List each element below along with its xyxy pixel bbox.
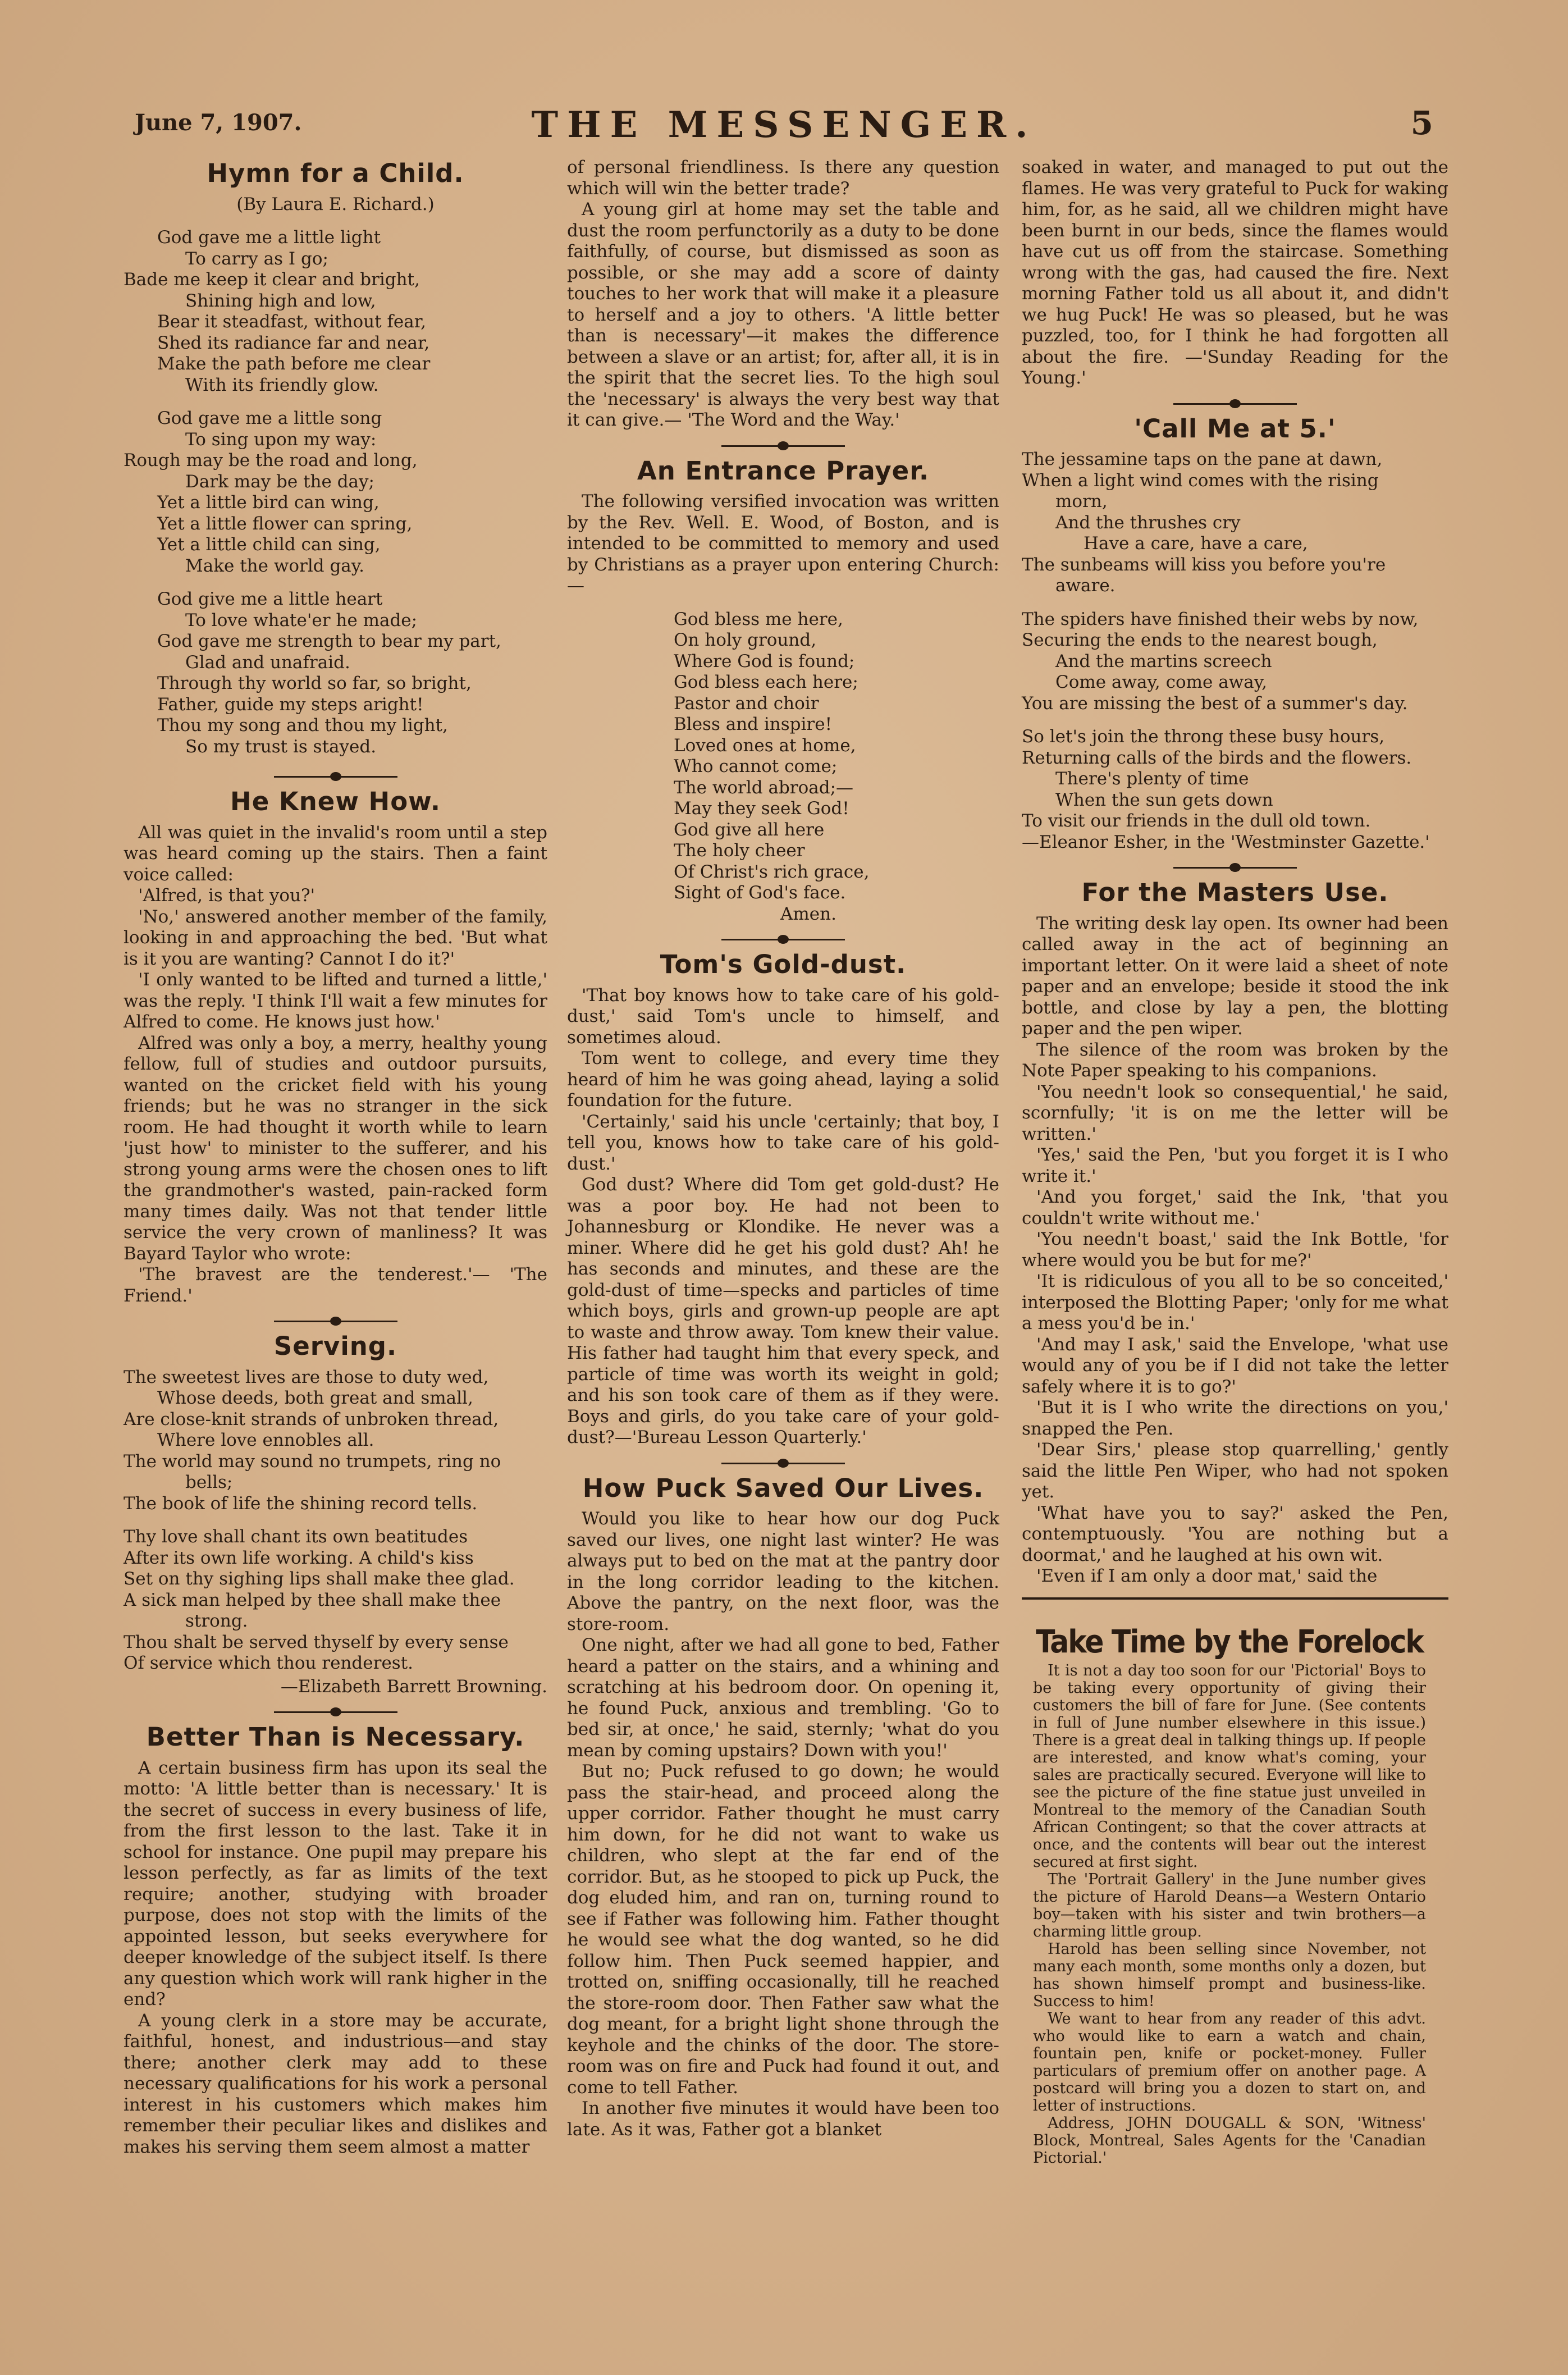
section-divider [274, 770, 397, 783]
verse-line: Thou shalt be served thyself by every sense [124, 1632, 509, 1652]
paragraph: soaked in water, and managed to put out the flames. He was very grateful to Puck for waking him, for, as he said, all we children might have been burnt in our beds, since the flames would have cut us off from the staircase. Something wrong with the gas, had caused the fire. Next morning Father told us all about it, and didn't we hug Puck! He was so pleased, but he was puzzled, too, for I think he had forgotten all about the fire. —'Sunday Reading for the Young.' [1022, 157, 1448, 388]
paragraph: of personal friendliness. Is there any question which will win the better trade? [567, 157, 999, 199]
verse-line: On holy ground, [674, 630, 817, 650]
paragraph: 'Dear Sirs,' please stop quarrelling,' gently said the little Pen Wiper, who had not spoken yet. [1022, 1440, 1448, 1502]
article-title: Tom's Gold-dust. [660, 949, 907, 979]
paragraph: 'And may I ask,' said the Envelope, 'what use would any of you be if I did not take the letter safely where it is to go?' [1022, 1334, 1448, 1397]
stanza [124, 589, 547, 757]
paragraph: God dust? Where did Tom get gold-dust? He was a poor boy. He had not been to Johannesburg or Klondike. He never was a miner. Where did he get his gold dust? Ah! he has seconds and minutes, and these are the gold-dust of time—specks and particles of time which boys, girls and grown-up people are apt to waste and throw away. Tom knew their value. His father had taught him that every speck, and particle of time was worth its weight in gold; and his son took care of them as if they were. Boys and girls, do you take care of your gold-dust?—'Bureau Lesson Quarterly.' [567, 1175, 999, 1447]
verse-line: So let's join the throng these busy hours, [1022, 727, 1385, 747]
verse-line: God bless each here; [674, 672, 858, 692]
paragraph: The writing desk lay open. Its owner had been called away in the act of beginning an important letter. On it were laid a sheet of note paper and an envelope; beside it stood the ink bottle, and close by lay a pen, the blotting paper and the pen wiper. [1022, 913, 1448, 1039]
verse-line: Of Christ's rich grace, [674, 861, 870, 882]
attribution: —Eleanor Esher, in the 'Westminster Gazette.' [1022, 832, 1430, 852]
verse-line: Are close-knit strands of unbroken thread, [124, 1409, 499, 1429]
verse-line: Through thy world so far, so bright, [157, 673, 472, 693]
ad-address: Address, JOHN DOUGALL & SON, 'Witness' Block, Montreal, Sales Agents for the 'Canadian Pictorial.' [1033, 2114, 1426, 2167]
section-divider [721, 933, 845, 946]
verse-line: And the martins screech [1055, 651, 1272, 672]
verse-line: God gave me a little light [157, 227, 381, 248]
ad-paragraph: It is not a day too soon for our 'Pictorial' Boys to be taking every opportunity of giving their customers the bill of fare for June. (See contents in full of June number elsewhere in this issue.) There is a great deal in talking things up. If people are interested, and know what's coming, your sales are practically secured. Everyone will like to see the picture of the fine statue just unveiled in Montreal to the memory of the Canadian South African Contingent; so that the cover attracts at once, and the contents will bear out the interest secured at first sight. [1033, 1661, 1426, 1871]
article-title: Better Than is Necessary. [146, 1722, 525, 1752]
verse-line: God give me a little heart [157, 589, 383, 609]
paragraph: All was quiet in the invalid's room until a step was heard coming up the stairs. Then a faint voice called: [124, 822, 547, 885]
verse-line: Rough may be the road and long, [124, 450, 418, 471]
article-serving [124, 1331, 547, 1697]
verse-line: The book of life the shining record tells. [124, 1493, 478, 1514]
verse-line: Shining high and low, [185, 290, 376, 311]
verse-line: To love whate'er he made; [185, 610, 418, 631]
article-title: Serving. [273, 1331, 397, 1361]
amen-line: Amen. [780, 903, 836, 924]
paragraph: 'Alfred, is that you?' [138, 885, 316, 906]
paragraph: 'Certainly,' said his uncle 'certainly; that boy, I tell you, knows how to take care of his gold-dust.' [567, 1111, 999, 1174]
paragraph: 'I only wanted to be lifted and turned a little,' was the reply. 'I think I'll wait a few minutes for Alfred to come. He knows just how.' [124, 970, 547, 1032]
paragraph: One night, after we had all gone to bed, Father heard a patter on the stairs, and a whining and scratching at his bedroom door. On opening it, he found Puck, anxious and trembling. 'Go to bed sir, at once,' he said, sternly; 'what do you mean by coming upstairs? Down with you!' [567, 1635, 999, 1761]
section-divider [1173, 861, 1297, 874]
verse-line: Where love ennobles all. [157, 1430, 374, 1450]
section-divider [721, 439, 845, 453]
paragraph: A young girl at home may set the table and dust the room perfunctorily as a duty to be done faithfully, of course, but dismissed as soon as possible, or she may add a score of dainty touches to her work that will make it a pleasure to herself and a joy to others. 'A little better than is necessary'—it makes the difference between a slave or an artist; for, after all, it is in the spirit that the secret lies. To the high soul the 'necessary' is always the very best way that it can give.— 'The Word and the Way.' [567, 199, 999, 430]
verse-line: Father, guide my steps aright! [157, 694, 424, 715]
verse-line: God give all here [674, 819, 825, 840]
verse-line: Have a care, have a care, [1084, 533, 1308, 554]
verse-line: Make the world gay. [185, 555, 365, 576]
verse-line: aware. [1055, 576, 1116, 596]
attribution: —Elizabeth Barrett Browning. [280, 1676, 547, 1697]
verse-line: When a light wind comes with the rising [1022, 470, 1379, 491]
article-title: 'Call Me at 5.' [1134, 413, 1336, 444]
article-entrance-prayer [567, 455, 999, 925]
verse-line: Make the path before me clear [157, 354, 431, 374]
verse-line: There's plenty of time [1055, 769, 1249, 789]
verse-line: Yet a little child can sing, [157, 535, 381, 555]
verse-line: strong. [185, 1611, 248, 1631]
paragraph: 'And you forget,' said the Ink, 'that you couldn't write without me.' [1022, 1187, 1448, 1228]
verse-line: The world may sound no trumpets, ring no [124, 1451, 501, 1472]
verse-line: The holy cheer [674, 841, 805, 861]
section-divider [721, 1456, 845, 1470]
stanza [124, 227, 547, 396]
article-title: An Entrance Prayer. [637, 455, 930, 486]
verse-line: To carry as I go; [185, 248, 328, 269]
ad-paragraph: Harold has been selling since November, not many each month, some months only a dozen, but has shown himself prompt and business-like. Success to him! [1033, 1940, 1426, 2010]
paragraph: 'But it is I who write the directions on you,' snapped the Pen. [1022, 1397, 1448, 1439]
verse-line: God gave me strength to bear my part, [157, 631, 501, 651]
stanza [124, 408, 547, 577]
verse-line: To sing upon my way: [185, 429, 377, 450]
verse-line: The sweetest lives are those to duty wed, [124, 1367, 489, 1387]
column-1 [124, 157, 547, 2158]
paragraph: 'What have you to say?' asked the Pen, contemptuously. 'You are nothing but a doormat,' and he laughed at his own wit. [1022, 1502, 1448, 1565]
verse-line: After its own life working. A child's kiss [124, 1547, 474, 1568]
verse-line: Come away, come away, [1055, 672, 1267, 692]
verse-line: Set on thy sighing lips shall make thee glad. [124, 1569, 515, 1589]
paragraph: The following versified invocation was written by the Rev. Well. E. Wood, of Boston, and is intended to be committed to memory and used by Christians as a prayer upon entering Church:— [567, 491, 999, 596]
article-title: How Puck Saved Our Lives. [582, 1473, 984, 1503]
paragraph: Would you like to hear how our dog Puck saved our lives, one night last winter? He was always put to bed on the mat at the pantry door in the long corridor leading to the kitchen. Above the pantry, on the next floor, was the store-room. [567, 1509, 999, 1634]
paragraph: 'You needn't look so consequential,' he said, scornfully; 'it is on me the letter will be written.' [1022, 1081, 1448, 1144]
verse-line: Of service which thou renderest. [124, 1653, 414, 1673]
article-toms-gold-dust [567, 949, 999, 1449]
stanza [124, 1527, 547, 1674]
paragraph: 'It is ridiculous of you all to be so conceited,' interposed the Blotting Paper; 'only for me what a mess you'd be in.' [1022, 1271, 1448, 1333]
verse-line: The spiders have finished their webs by now, [1022, 609, 1419, 629]
section-divider [274, 1314, 397, 1328]
paragraph: The silence of the room was broken by the Note Paper speaking to his companions. [1022, 1039, 1448, 1081]
article-he-knew-how [124, 787, 547, 1307]
newspaper-title: THE MESSENGER. [531, 104, 1037, 146]
section-divider [1173, 397, 1297, 410]
verse-line: Bade me keep it clear and bright, [124, 270, 420, 290]
verse-line: To visit our friends in the dull old town. [1022, 811, 1371, 831]
stanza [1022, 727, 1448, 832]
verse-line: So my trust is stayed. [185, 736, 377, 757]
verse-line: The world abroad;— [674, 777, 854, 798]
paragraph: 'Yes,' said the Pen, 'but you forget it is I who write it.' [1022, 1145, 1448, 1186]
article-title: For the Masters Use. [1081, 878, 1389, 907]
verse-line: May they seek God! [674, 798, 849, 819]
article-call-me-at-5 [1022, 413, 1448, 853]
verse-line: Securing the ends to the nearest bough, [1022, 630, 1378, 650]
paragraph: Tom went to college, and every time they heard of him he was going ahead, laying a solid foundation for the future. [567, 1048, 999, 1111]
verse-line: And the thrushes cry [1055, 512, 1241, 533]
issue-date: June 7, 1907. [135, 109, 302, 136]
verse-line: God gave me a little song [157, 408, 382, 428]
prayer-lines [567, 609, 999, 925]
masthead [129, 104, 1439, 154]
paragraph: Alfred was only a boy, a merry, healthy young fellow, full of studies and outdoor pursuits, wanted on the cricket field with his young friends; but he was no stranger in the sick room. He had thought it worth while to learn 'just how' to minister to the sufferer, and his strong young arms were the chosen ones to lift the grandmother's wasted, pain-racked form many times daily. Was not that tender little service the very crown of manliness? It was Bayard Taylor who wrote: [124, 1033, 547, 1264]
paragraph: 'That boy knows how to take care of his gold-dust,' said Tom's uncle to himself, and sometimes aloud. [567, 985, 999, 1048]
paragraph: But no; Puck refused to go down; he would pass the stair-head, and proceed along the upper corridor. Father thought he must carry him down, for he did not want to wake us children, who slept at the far end of the corridor. But, as he stooped to pick up Puck, the dog eluded him, and ran on, turning round to see if Father was following him. Father thought he would see what the dog wanted, so he did follow him. Then Puck seemed happier, and trotted on, sniffing occasionally, till he reached the store-room door. Then Father saw what the dog meant, for a bright light shone through the keyhole and the chinks of the door. The store-room was on fire and Puck had found it out, and come to tell Father. [567, 1761, 999, 2098]
article-title: He Knew How. [230, 787, 441, 816]
verse-line: God bless me here, [674, 609, 843, 629]
verse-line: Shed its radiance far and near, [157, 332, 430, 353]
article-title: Hymn for a Child. [207, 158, 464, 188]
verse-line: With its friendly glow. [185, 374, 379, 395]
verse-line: Bless and inspire! [674, 714, 833, 734]
verse-line: The sunbeams will kiss you before you're [1022, 554, 1386, 575]
page-number: 5 [1410, 104, 1433, 142]
paragraph: A certain business firm has upon its seal the motto: 'A little better than is necessary.' It is the secret of success in every business of life, from the first lesson to the last. Take it in school for instance. One pupil may prepare his lesson perfectly, as far as limits of the text require; another, studying with broader purpose, does not stop with the limits of the appointed lesson, but seeks everywhere for deeper knowledge of the subject itself. Is there any question which work will rank higher in the end? [124, 1757, 547, 2009]
verse-line: Yet a little flower can spring, [157, 513, 413, 534]
stanza [124, 1367, 547, 1515]
column-3 [1022, 157, 1448, 2167]
paragraph: 'You needn't boast,' said the Ink Bottle, 'for where would you be but for me?' [1022, 1229, 1448, 1271]
article-puck [567, 1473, 999, 2141]
verse-line: Pastor and choir [674, 693, 819, 714]
stanza [1022, 609, 1448, 715]
verse-line: Glad and unafraid. [185, 652, 350, 673]
paragraph: In another five minutes it would have been too late. As it was, Father got a blanket [567, 2098, 999, 2140]
stanza [1022, 449, 1448, 597]
column-2 [567, 157, 999, 2140]
verse-line: Thy love shall chant its own beatitudes [124, 1527, 468, 1547]
paragraph: 'The bravest are the tenderest.'— 'The Friend.' [124, 1264, 547, 1306]
column-rule [1022, 1597, 1448, 1600]
article-better-than-necessary [124, 1722, 547, 2158]
ad-paragraph: We want to hear from any reader of this advt. who would like to earn a watch and chain, fountain pen, knife or pocket-money. Fuller particulars of premium offer on another page. A postcard will bring you a dozen to start on, and letter of instructions. [1033, 2009, 1426, 2114]
paragraph: A young clerk in a store may be accurate, faithful, honest, and industrious—and stay there; another clerk may add to these necessary qualifications for his work a personal interest in his customers which makes him remember their peculiar likes and dislikes and makes his serving them seem almost a matter [124, 2010, 547, 2157]
verse-line: The jessamine taps on the pane at dawn, [1022, 449, 1383, 469]
verse-line: Thou my song and thou my light, [157, 715, 448, 736]
verse-line: Bear it steadfast, without fear, [157, 312, 426, 332]
verse-line: Returning calls of the birds and the flowers. [1022, 747, 1412, 768]
article-masters-use [1022, 878, 1448, 1587]
advertisement [1033, 1623, 1426, 2167]
verse-line: bells; [185, 1472, 233, 1492]
verse-line: Loved ones at home, [674, 735, 856, 756]
verse-line: Where God is found; [674, 651, 855, 672]
verse-line: morn, [1055, 491, 1108, 511]
paragraph: 'Even if I am only a door mat,' said the [1036, 1566, 1378, 1586]
verse-line: Sight of God's face. [674, 883, 846, 903]
article-hymn [124, 158, 547, 757]
verse-line: When the sun gets down [1055, 789, 1273, 810]
verse-line: Dark may be the day; [185, 471, 374, 492]
verse-line: A sick man helped by thee shall make thee [124, 1590, 501, 1610]
verse-line: Yet a little bird can wing, [157, 492, 380, 513]
paragraph: 'No,' answered another member of the family, looking in and approaching the bed. 'But what is it you are wanting? Cannot I do it?' [124, 906, 547, 969]
byline: (By Laura E. Richard.) [236, 194, 435, 214]
section-divider [274, 1705, 397, 1719]
ad-paragraph: The 'Portrait Gallery' in the June number gives the picture of Harold Deans—a Western Ontario boy—taken with his sister and twin brothers—a charming little group. [1033, 1870, 1426, 1940]
verse-line: Whose deeds, both great and small, [157, 1388, 473, 1408]
verse-line: You are missing the best of a summer's day. [1022, 693, 1408, 714]
ad-title: Take Time by the Forelock [1036, 1623, 1423, 1660]
verse-line: Who cannot come; [674, 756, 838, 777]
